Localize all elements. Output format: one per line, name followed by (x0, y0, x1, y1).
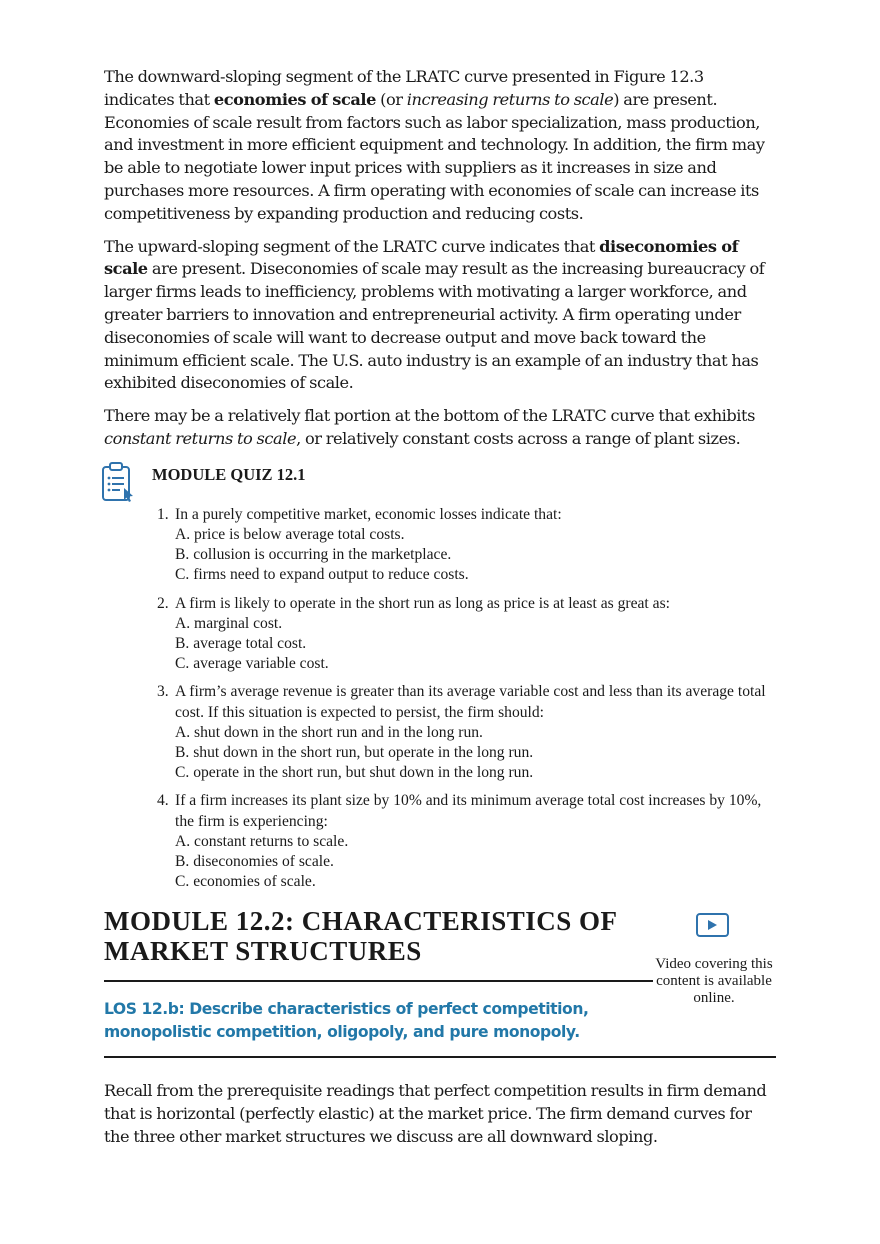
answer-option: A. shut down in the short run and in the long run. (175, 723, 483, 741)
question-stem: If a firm increases its plant size by 10% and its minimum average total cost increases by 10%, the firm is experiencing: (175, 792, 762, 830)
question-stem: In a purely competitive market, economic losses indicate that: (175, 505, 562, 523)
term-diseconomies-of-scale: diseconomies of scale (104, 236, 739, 279)
question-stem: A firm is likely to operate in the short run as long as price is at least as great as: (175, 594, 670, 612)
answer-option: B. collusion is occurring in the marketplace. (175, 546, 452, 564)
module-title: MODULE 12.2: CHARACTERISTICS OF MARKET STRUCTURES (104, 906, 617, 967)
quiz-question-list (104, 505, 776, 893)
module-section (104, 906, 776, 1096)
answer-option: C. operate in the short run, but shut down in the long run. (175, 764, 534, 782)
quiz-question: 2. A firm is likely to operate in the short run as long as price is at least as great as: A. marginal cost. B. average total cost. C. average variable cost. (157, 594, 776, 675)
term-economies-of-scale: economies of scale (213, 89, 376, 109)
video-play-icon[interactable] (696, 913, 729, 937)
answer-option: B. diseconomies of scale. (175, 853, 334, 870)
divider (104, 1056, 776, 1058)
paragraph-constant-returns: There may be a relatively flat portion at the bottom of the LRATC curve that exhibits constant returns to scale, or relatively constant costs across a range of plant sizes. (104, 406, 755, 448)
los-statement: LOS 12.b: Describe characteristics of perfect competition, monopolistic competition, oligopoly, and pure monopoly. (104, 1000, 589, 1042)
answer-option: B. average total cost. (175, 634, 307, 652)
answer-option: A. marginal cost. (175, 614, 283, 632)
quiz-title: MODULE QUIZ 12.1 (152, 464, 306, 484)
video-note: Video covering this content is available online. (655, 956, 773, 1007)
answer-option: C. average variable cost. (175, 655, 329, 673)
quiz-question: 3. A firm’s average revenue is greater than its average variable cost and less than its average total cost. If this situation is expected to persist, the firm should: A. shut down in the short run and in the long run. B. shut down in the short run, but operate in the long run. C. operate in the short run, but shut down in the long run. (157, 682, 776, 783)
paragraph-diseconomies-of-scale: The upward-sloping segment of the LRATC curve indicates that diseconomies of scale are present. Diseconomies of scale may result as the increasing bureaucracy of larger firms leads to inefficiency, problems with motivating a larger workforce, and greater barriers to innovation and entrepreneurial activity. A firm operating under diseconomies of scale will want to decrease output and move back toward the minimum efficient scale. The U.S. auto industry is an example of an industry that has exhibited diseconomies of scale. (104, 236, 765, 393)
question-stem: A firm’s average revenue is greater than its average variable cost and less than its average total cost. If this situation is expected to persist, the firm should: (175, 683, 766, 721)
paragraph-economies-of-scale: The downward-sloping segment of the LRATC curve presented in Figure 12.3 indicates that economies of scale (or increasing returns to scale) are present. Economies of scale result from factors such as labor specialization, mass production, and investment in more efficient equipment and technology. In addition, the firm may be able to negotiate lower input prices with suppliers as it increases in size and purchases more resources. A firm operating with economies of scale can increase its competitiveness by expanding production and reducing costs. (104, 67, 765, 223)
answer-option: A. price is below average total costs. (175, 525, 405, 543)
answer-option: C. economies of scale. (175, 873, 316, 891)
quiz-question: 1. In a purely competitive market, economic losses indicate that: A. price is below average total costs. B. collusion is occurring in the marketplace. C. firms need to expand output to reduce costs. (157, 505, 776, 586)
divider (104, 980, 653, 982)
quiz-question: 4. If a firm increases its plant size by 10% and its minimum average total cost increases by 10%, the firm is experiencing: A. constant returns to scale. B. diseconomies of scale. C. economies of scale. (157, 791, 776, 892)
module-quiz-header (104, 461, 776, 505)
answer-option: A. constant returns to scale. (175, 832, 349, 850)
page-content (104, 66, 776, 1159)
answer-option: B. shut down in the short run, but operate in the long run. (175, 743, 534, 761)
paragraph-recall: Recall from the prerequisite readings that perfect competition results in firm demand that is horizontal (perfectly elastic) at the market price. The firm demand curves for the three other market structures we discuss are all downward sloping. (104, 1081, 767, 1146)
clipboard-icon (100, 461, 136, 505)
answer-option: C. firms need to expand output to reduce costs. (175, 566, 469, 584)
